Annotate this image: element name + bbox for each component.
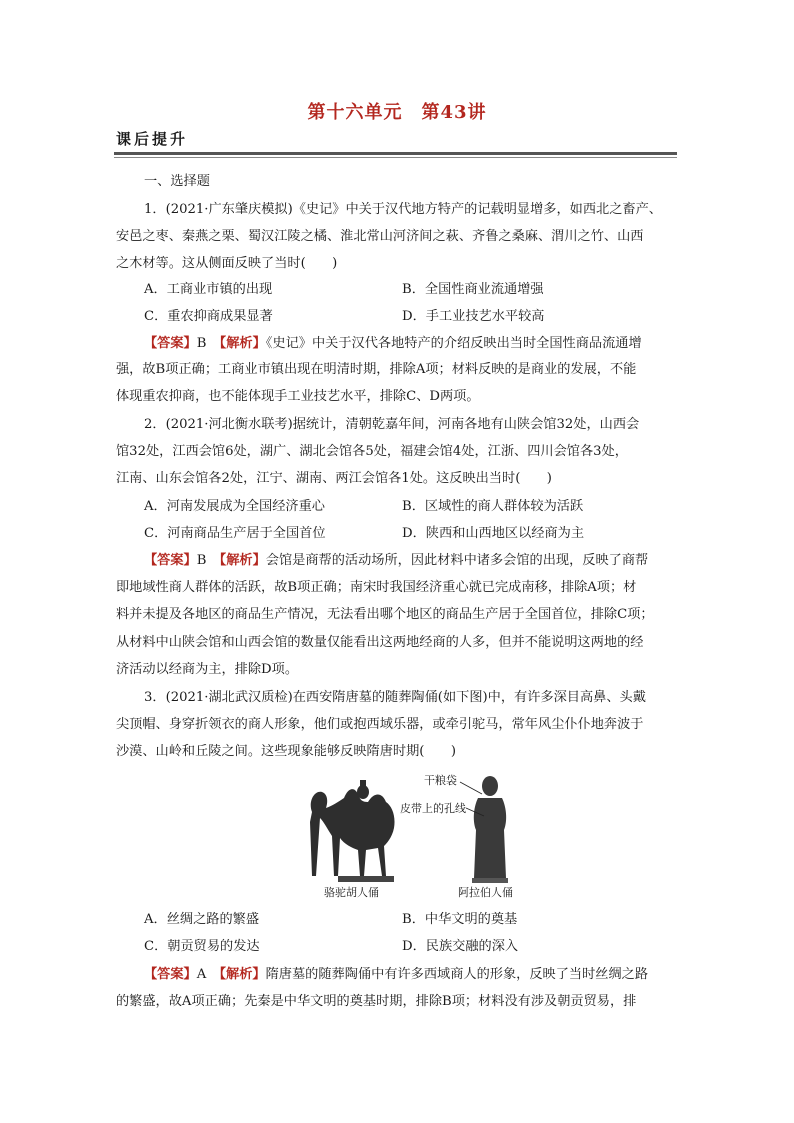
divider-thin: [114, 157, 677, 158]
analysis-tag: 【解析】: [219, 553, 266, 568]
q2-option-d: D．陕西和山西地区以经商为主: [402, 526, 585, 541]
camel-figurine: [310, 780, 395, 882]
q3-option-d: D．民族交融的深入: [402, 939, 519, 954]
q2-option-a: A．河南发展成为全国经济重心: [144, 499, 325, 514]
section-heading: 课后提升: [116, 130, 189, 148]
pottery-figurines-figure: [298, 772, 528, 900]
q3-option-b: B．中华文明的奠基: [402, 912, 518, 927]
divider-thick: [114, 152, 677, 155]
q1-analysis-line: 强，故B项正确；工商业市镇出现在明清时期，排除A项；材料反映的是商业的发展，不能: [116, 362, 637, 377]
analysis-tag: 【解析】: [219, 336, 266, 351]
q3-stem-line: 沙漠、山岭和丘陵之间。这些现象能够反映隋唐时期( ): [116, 744, 456, 759]
q1-option-d: D．手工业技艺水平较高: [402, 309, 545, 324]
label-ration-bag: 干粮袋: [424, 774, 457, 787]
q3-answer: A: [196, 967, 207, 982]
page-title: 第十六单元 第43讲: [307, 102, 487, 123]
q1-stem-line: 之木材等。这从侧面反映了当时( ): [116, 256, 338, 271]
q1-option-b: B．全国性商业流通增强: [402, 282, 544, 297]
q3-option-c: C．朝贡贸易的发达: [144, 939, 260, 954]
q2-stem-line: 2．(2021·河北衡水联考)据统计，清朝乾嘉年间，河南各地有山陕会馆32处，山西会: [144, 417, 640, 432]
answer-tag: 【答案】: [144, 967, 197, 982]
q2-analysis-line: 即地域性商人群体的活跃，故B项正确；南宋时我国经济重心就已完成南移，排除A项；材: [116, 580, 637, 595]
q2-analysis-line: 从材料中山陕会馆和山西会馆的数量仅能看出这两地经商的人多，但并不能说明这两地的经: [116, 635, 644, 650]
q2-stem-line: 馆32处，江西会馆6处，湖广、湖北会馆各5处，福建会馆4处，江浙、四川会馆各3处，: [116, 444, 628, 459]
q2-stem-line: 江南、山东会馆各2处，江宁、湖南、两江会馆各1处。这反映出当时( ): [116, 471, 552, 486]
q1-stem-line: 1．(2021·广东肇庆模拟)《史记》中关于汉代地方特产的记载明显增多，如西北之畜产、: [144, 202, 662, 217]
arab-figurine: [472, 776, 508, 883]
q1-analysis-text: 《史记》中关于汉代各地特产的介绍反映出当时全国性商品流通增: [265, 336, 642, 351]
analysis-tag: 【解析】: [219, 967, 266, 982]
q3-stem-line: 3．(2021·湖北武汉质检)在西安隋唐墓的随葬陶俑(如下图)中，有许多深目高鼻、头戴: [144, 690, 646, 705]
q3-analysis-text: 隋唐墓的随葬陶俑中有许多西域商人的形象，反映了当时丝绸之路: [265, 967, 649, 982]
q1-option-a: A．工商业市镇的出现: [144, 282, 273, 297]
q1-option-c: C．重农抑商成果显著: [144, 309, 273, 324]
label-belt-holes: 皮带上的孔线: [400, 802, 466, 815]
q3-analysis-line: 的繁盛，故A项正确；先秦是中华文明的奠基时期，排除B项；材料没有涉及朝贡贸易，排: [116, 994, 637, 1009]
figurines-illustration: [298, 772, 528, 900]
answer-tag: 【答案】: [144, 553, 197, 568]
part-heading: 一、选择题: [144, 174, 210, 189]
q3-stem-line: 尖顶帽、身穿折领衣的商人形象，他们或抱西域乐器，或牵引驼马，常年风尘仆仆地奔波于: [116, 717, 644, 732]
q3-answer-line: [144, 962, 710, 988]
caption-camel-figurine: 骆驼胡人俑: [324, 886, 379, 899]
q2-analysis-line: 料并未提及各地区的商品生产情况，无法看出哪个地区的商品生产居于全国首位，排除C项；: [116, 607, 654, 622]
q2-option-c: C．河南商品生产居于全国首位: [144, 526, 326, 541]
q2-answer-line: [144, 548, 710, 574]
answer-tag: 【答案】: [144, 336, 197, 351]
q2-option-b: B．区域性的商人群体较为活跃: [402, 499, 584, 514]
q2-analysis-line: 济活动以经商为主，排除D项。: [116, 662, 299, 677]
q1-answer-line: [144, 331, 710, 357]
q1-answer: B: [196, 336, 207, 351]
q3-option-a: A．丝绸之路的繁盛: [144, 912, 260, 927]
q2-answer: B: [196, 553, 207, 568]
q1-analysis-line: 体现重农抑商，也不能体现手工业技艺水平，排除C、D两项。: [116, 389, 480, 404]
q1-stem-line: 安邑之枣、秦燕之栗、蜀汉江陵之橘、淮北常山河济间之萩、齐鲁之桑麻、渭川之竹、山西: [116, 229, 644, 244]
caption-arab-figurine: 阿拉伯人俑: [458, 886, 513, 899]
q2-analysis-text: 会馆是商帮的活动场所，因此材料中诸多会馆的出现，反映了商帮: [265, 553, 649, 568]
